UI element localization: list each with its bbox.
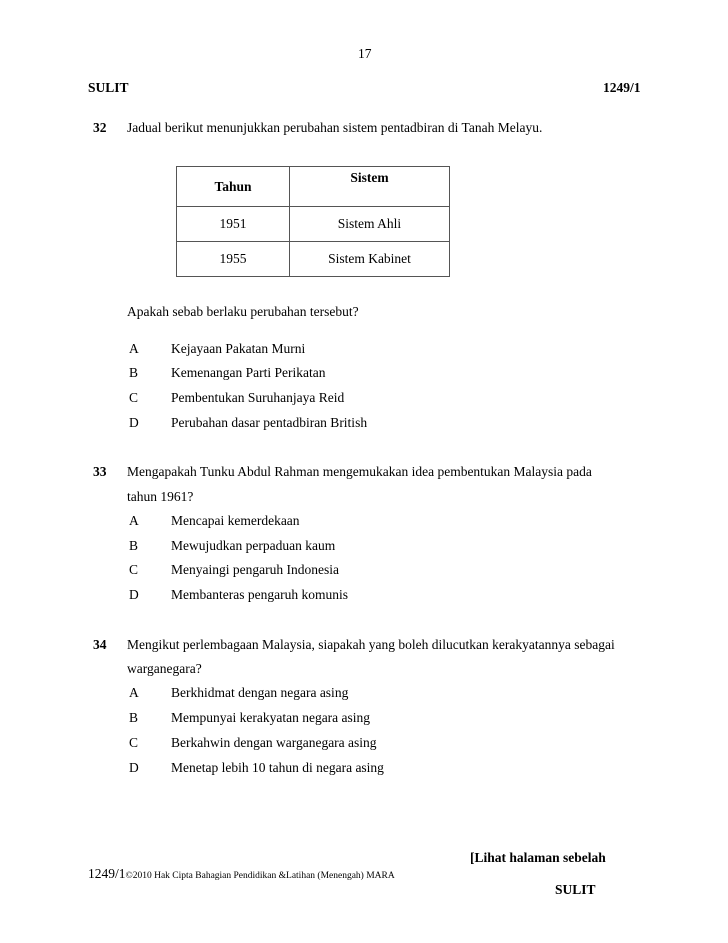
table-cell: 1951 bbox=[177, 207, 290, 242]
table-cell: Sistem Ahli bbox=[290, 207, 450, 242]
option-letter: D bbox=[129, 760, 139, 775]
option-text: Mencapai kemerdekaan bbox=[171, 513, 300, 528]
option-text: Mewujudkan perpaduan kaum bbox=[171, 538, 336, 553]
option-text: Mempunyai kerakyatan negara asing bbox=[171, 710, 371, 725]
option-text: Perubahan dasar pentadbiran British bbox=[171, 415, 368, 430]
table-header-row bbox=[177, 167, 450, 207]
footer-code: 1249/1 bbox=[88, 866, 126, 881]
option-letter: D bbox=[129, 587, 139, 602]
option-letter: B bbox=[129, 365, 139, 380]
option-text: Berkhidmat dengan negara asing bbox=[171, 685, 349, 700]
footer-sulit: SULIT bbox=[555, 882, 596, 897]
option-letter: C bbox=[129, 562, 139, 577]
option-text: Menyaingi pengaruh Indonesia bbox=[171, 562, 339, 577]
question-prompt: Apakah sebab berlaku perubahan tersebut? bbox=[127, 304, 359, 319]
header-sulit: SULIT bbox=[88, 80, 129, 95]
header-code: 1249/1 bbox=[603, 80, 641, 95]
question-stem-cont: warganegara? bbox=[127, 661, 202, 676]
table-header-cell: Sistem bbox=[290, 167, 450, 207]
question-number: 34 bbox=[93, 637, 107, 652]
next-page-note: [Lihat halaman sebelah bbox=[470, 850, 606, 865]
data-table bbox=[176, 166, 450, 277]
question-number: 32 bbox=[93, 120, 107, 135]
question-stem: Jadual berikut menunjukkan perubahan sistem pentadbiran di Tanah Melayu. bbox=[127, 120, 543, 135]
table-row bbox=[177, 207, 450, 242]
table-cell: 1955 bbox=[177, 242, 290, 277]
option-text: Kejayaan Pakatan Murni bbox=[171, 341, 306, 356]
table-row bbox=[177, 242, 450, 277]
option-letter: B bbox=[129, 538, 139, 553]
option-text: Berkahwin dengan warganegara asing bbox=[171, 735, 377, 750]
option-text: Pembentukan Suruhanjaya Reid bbox=[171, 390, 345, 405]
table-header-cell: Tahun bbox=[177, 167, 290, 207]
option-letter: A bbox=[129, 685, 139, 700]
option-letter: A bbox=[129, 341, 139, 356]
option-text: Kemenangan Parti Perikatan bbox=[171, 365, 326, 380]
option-letter: C bbox=[129, 735, 139, 750]
question-stem: Mengapakah Tunku Abdul Rahman mengemukakan idea pembentukan Malaysia pada bbox=[127, 464, 592, 479]
option-letter: B bbox=[129, 710, 139, 725]
question-number: 33 bbox=[93, 464, 107, 479]
table-cell: Sistem Kabinet bbox=[290, 242, 450, 277]
question-stem-cont: tahun 1961? bbox=[127, 489, 194, 504]
footer-line bbox=[88, 866, 395, 882]
question-stem: Mengikut perlembagaan Malaysia, siapakah yang boleh dilucutkan kerakyatannya sebagai bbox=[127, 637, 615, 652]
option-letter: C bbox=[129, 390, 139, 405]
option-letter: A bbox=[129, 513, 139, 528]
page-number: 17 bbox=[358, 46, 372, 61]
option-text: Membanteras pengaruh komunis bbox=[171, 587, 348, 602]
option-text: Menetap lebih 10 tahun di negara asing bbox=[171, 760, 384, 775]
footer-copyright: ©2010 Hak Cipta Bahagian Pendidikan &Latihan (Menengah) MARA bbox=[125, 871, 395, 881]
option-letter: D bbox=[129, 415, 139, 430]
